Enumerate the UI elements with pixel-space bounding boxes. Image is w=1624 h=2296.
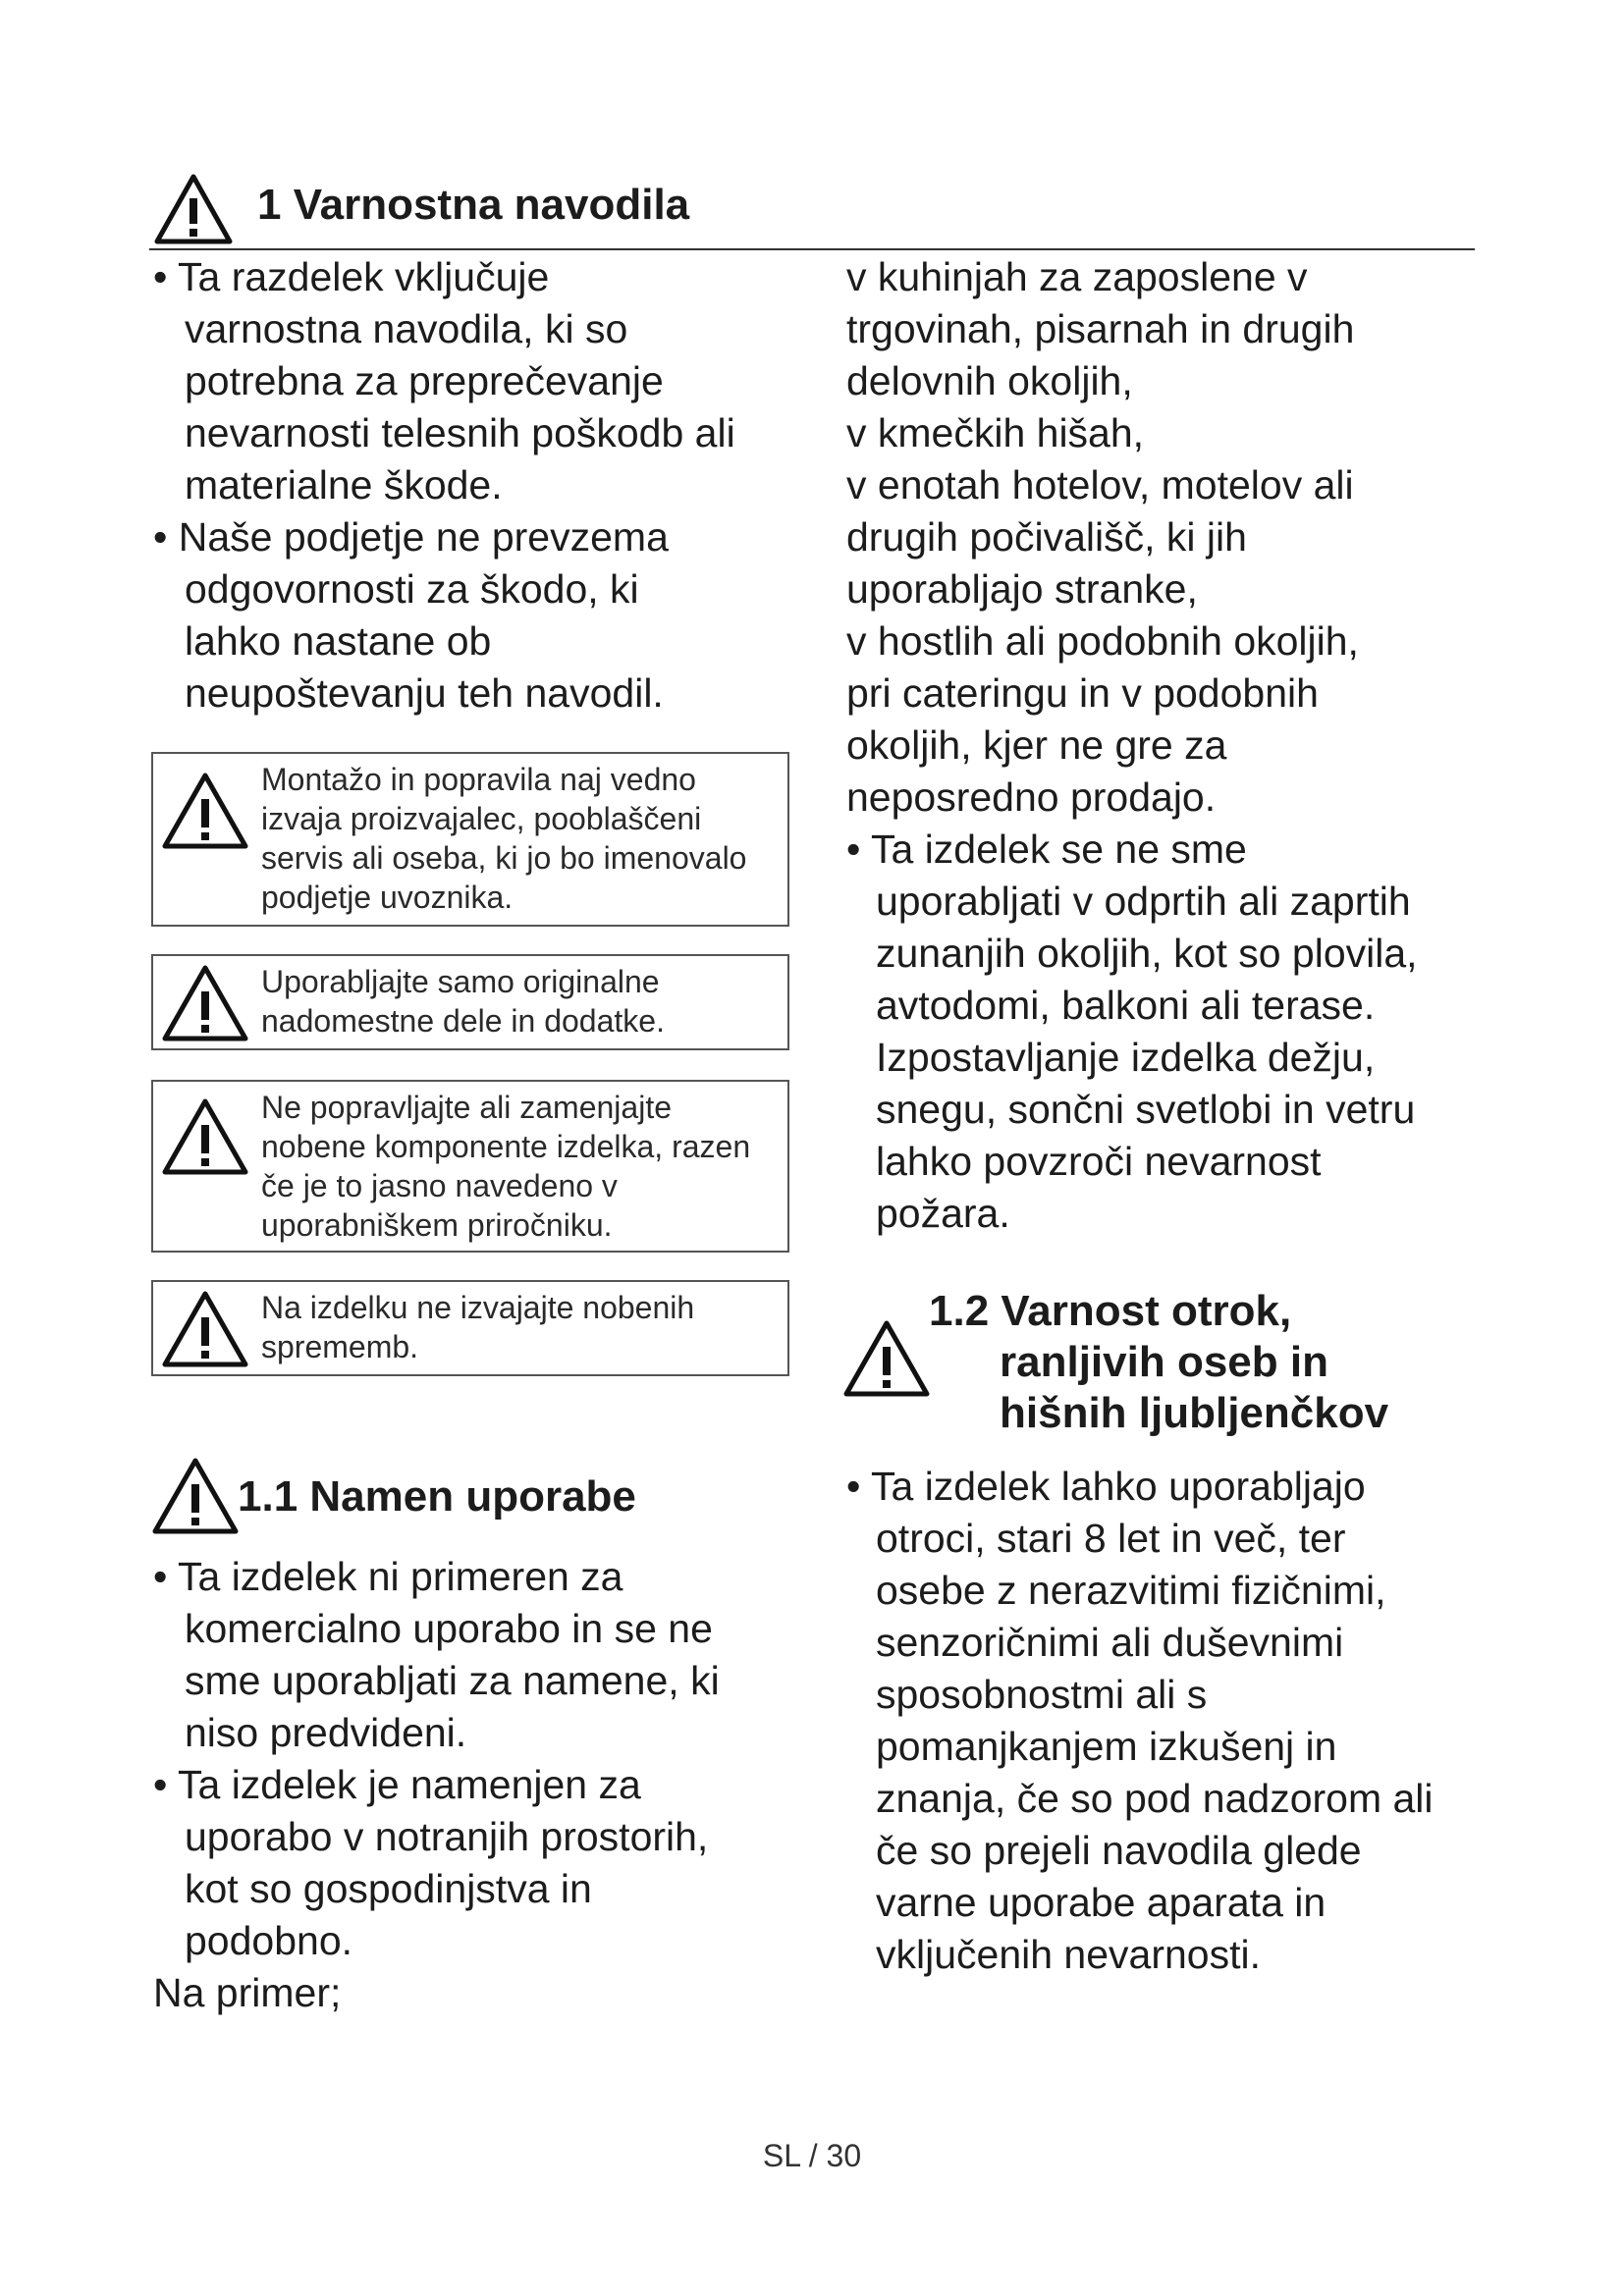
- bullet-item: [846, 1461, 1434, 1981]
- text-line: nevarnosti telesnih poškodb ali: [185, 410, 735, 455]
- text-line: nobene komponente izdelka, razen: [261, 1129, 751, 1164]
- text-line: niso predvideni.: [185, 1710, 467, 1755]
- text-line: pomanjkanjem izkušenj in: [876, 1724, 1337, 1769]
- text-line: Izpostavljanje izdelka dežju,: [876, 1035, 1376, 1080]
- text-line: v hostlih ali podobnih okoljih,: [846, 618, 1359, 664]
- text-line: potrebna za preprečevanje: [185, 358, 664, 403]
- text-line: • Ta izdelek ni primeren za: [153, 1554, 623, 1599]
- text-line: trgovinah, pisarnah in drugih: [846, 306, 1355, 351]
- text-line: uporabljajo stranke,: [846, 566, 1198, 612]
- text-line: lahko nastane ob: [185, 618, 492, 664]
- text-line: Montažo in popravila naj vedno: [261, 762, 696, 797]
- text-line: osebe z nerazvitimi fizičnimi,: [876, 1568, 1386, 1613]
- text-line: uporabniškem priročniku.: [261, 1207, 613, 1243]
- text-line: uporabo v notranjih prostorih,: [185, 1814, 709, 1859]
- heading-rule: [149, 248, 1475, 250]
- text-line: Na primer;: [153, 1970, 342, 2015]
- warning-icon: [161, 772, 249, 850]
- text-line: sme uporabljati za namene, ki: [185, 1658, 720, 1703]
- text-line: odgovornosti za škodo, ki: [185, 566, 639, 612]
- warning-text: [261, 962, 665, 1041]
- text-line: okoljih, kjer ne gre za: [846, 722, 1227, 768]
- text-line: izvaja proizvajalec, pooblaščeni: [261, 801, 702, 836]
- text-line: pri cateringu in v podobnih: [846, 670, 1319, 716]
- text-line: • Ta izdelek lahko uporabljajo: [846, 1464, 1366, 1509]
- text-line: varnostna navodila, ki so: [185, 306, 628, 351]
- text-line: servis ali oseba, ki jo bo imenovalo: [261, 840, 747, 876]
- text-line: vključenih nevarnosti.: [876, 1932, 1261, 1977]
- text-line: sposobnostmi ali s: [876, 1672, 1208, 1717]
- text-line: varne uporabe aparata in: [876, 1880, 1326, 1925]
- text-line: neupoštevanju teh navodil.: [185, 670, 664, 716]
- text-line: avtodomi, balkoni ali terase.: [876, 983, 1376, 1028]
- warning-box: [151, 954, 789, 1050]
- text-line: senzoričnimi ali duševnimi: [876, 1620, 1344, 1665]
- warning-icon: [153, 173, 234, 245]
- text-line: podjetje uvoznika.: [261, 880, 514, 915]
- text-line: • Ta razdelek vključuje: [153, 254, 550, 299]
- text-line: materialne škode.: [185, 462, 503, 507]
- warning-icon: [842, 1319, 931, 1398]
- text-line: delovnih okoljih,: [846, 358, 1133, 403]
- text-line: • Ta izdelek je namenjen za: [153, 1762, 641, 1807]
- warning-text: [261, 1288, 694, 1366]
- text-line: zunanjih okoljih, kot so plovila,: [876, 931, 1418, 976]
- text-line: • Naše podjetje ne prevzema: [153, 514, 669, 560]
- text-line: snegu, sončni svetlobi in vetru: [876, 1087, 1416, 1132]
- text-line: • Ta izdelek se ne sme: [846, 827, 1247, 872]
- title-line: 1.2 Varnost otrok,: [929, 1287, 1292, 1335]
- warning-box: [151, 752, 789, 927]
- warning-icon: [161, 1290, 249, 1368]
- text-line: komercialno uporabo in se ne: [185, 1606, 713, 1651]
- title-line: hišnih ljubljenčkov: [1000, 1389, 1389, 1437]
- text-line: nadomestne dele in dodatke.: [261, 1003, 665, 1039]
- text-line: v kmečkih hišah,: [846, 410, 1145, 455]
- text-line: požara.: [876, 1191, 1010, 1236]
- text-line: otroci, stari 8 let in več, ter: [876, 1516, 1346, 1561]
- text-line: Uporabljajte samo originalne: [261, 964, 660, 999]
- section-title: 1 Varnostna navodila: [257, 181, 690, 229]
- page-number: SL / 30: [762, 2138, 862, 2173]
- text-line: v enotah hotelov, motelov ali: [846, 462, 1354, 507]
- usage-list: [846, 251, 1418, 1240]
- text-line: neposredno prodajo.: [846, 774, 1217, 820]
- text-line: če so prejeli navodila glede: [876, 1828, 1362, 1873]
- title-line: ranljivih oseb in: [1000, 1338, 1328, 1386]
- text-line: znanja, če so pod nadzorom ali: [876, 1776, 1434, 1821]
- warning-box: [151, 1280, 789, 1376]
- warning-text: [261, 760, 746, 917]
- text-line: Na izdelku ne izvajajte nobenih: [261, 1290, 695, 1325]
- text-line: uporabljati v odprtih ali zaprtih: [876, 879, 1411, 924]
- text-line: če je to jasno navedeno v: [261, 1168, 618, 1203]
- section-title: [929, 1286, 1388, 1439]
- text-line: podobno.: [185, 1918, 353, 1963]
- warning-icon: [161, 1097, 249, 1176]
- text-line: lahko povzroči nevarnost: [876, 1139, 1322, 1184]
- text-line: Ne popravljajte ali zamenjajte: [261, 1090, 672, 1125]
- text-line: kot so gospodinjstva in: [185, 1866, 592, 1911]
- bullet-item: [153, 251, 735, 720]
- warning-box: [151, 1080, 789, 1253]
- warning-icon: [161, 964, 249, 1042]
- section-title: 1.1 Namen uporabe: [238, 1472, 636, 1521]
- warning-text: [261, 1088, 750, 1245]
- warning-icon: [151, 1457, 240, 1535]
- text-line: v kuhinjah za zaposlene v: [846, 254, 1308, 299]
- text-line: drugih počivališč, ki jih: [846, 514, 1247, 560]
- bullet-item: [153, 1551, 720, 2019]
- text-line: sprememb.: [261, 1329, 419, 1364]
